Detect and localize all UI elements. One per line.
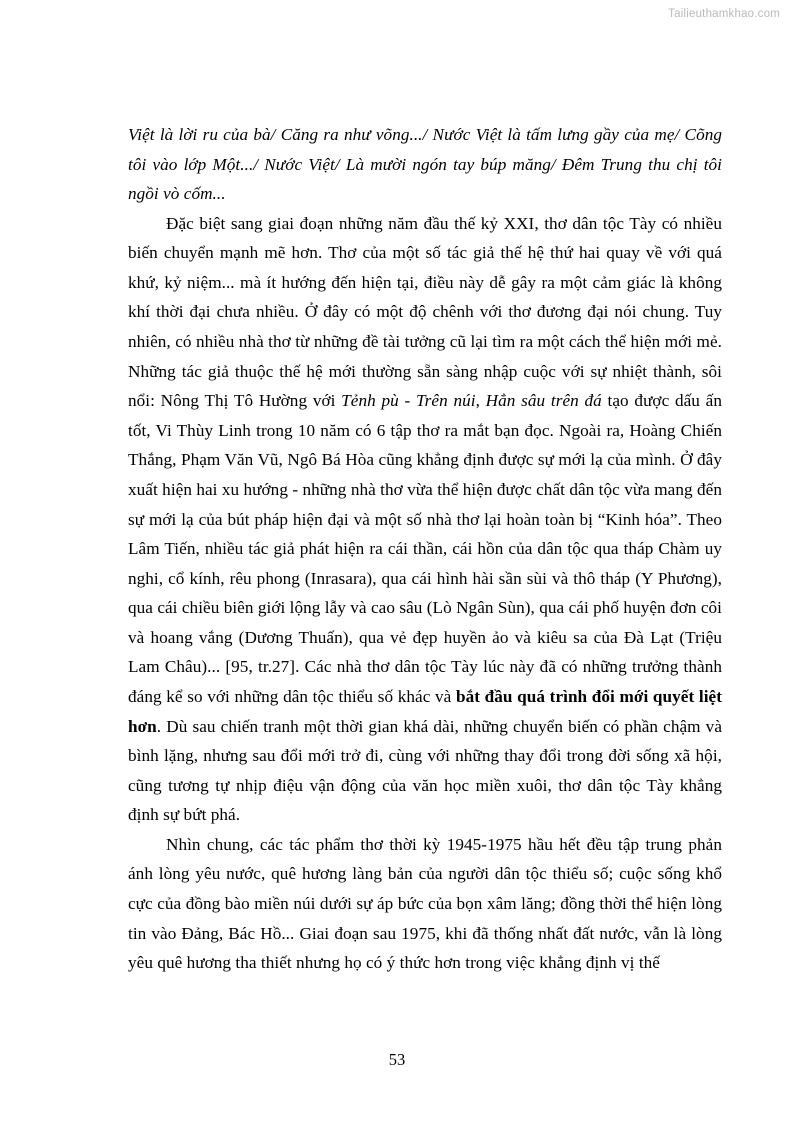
paragraph-text-segment: Đặc biệt sang giai đoạn những năm đầu thế kỷ XXI, thơ dân tộc Tày có nhiều biến chuyển mạnh mẽ hơn. Thơ của một số tác giả thế hệ thứ hai quay về với quá khứ, kỷ niệm... mà ít hướng đến hiện tại, điều này dễ gây ra một cảm giác là không khí thời đại chưa nhiều. Ở đây có một độ chênh với thơ đương đại nói chung. Tuy nhiên, có nhiều nhà thơ từ những đề tài tưởng cũ lại tìm ra một cách thể hiện mới mẻ. Những tác giả thuộc thế hệ mới thường sẵn sàng nhập cuộc với sự nhiệt thành, sôi nổi: Nông Thị Tô Hường với	[128, 213, 722, 411]
body-paragraph-2: Nhìn chung, các tác phẩm thơ thời kỳ 1945-1975 hầu hết đều tập trung phản ánh lòng yêu nước, quê hương làng bản của người dân tộc thiểu số; cuộc sống khổ cực của đồng bào miền núi dưới sự áp bức của bọn xâm lăng; đồng thời thể hiện lòng tin vào Đảng, Bác Hồ... Giai đoạn sau 1975, khi đã thống nhất đất nước, vẫn là lòng yêu quê hương tha thiết nhưng họ có ý thức hơn trong việc khẳng định vị thế	[128, 834, 722, 973]
body-paragraph-1	[128, 209, 722, 830]
paragraph-text-segment: tạo được dấu ấn tốt, Vi Thùy Linh trong 10 năm có 6 tập thơ ra mắt bạn đọc. Ngoài ra, Hoàng Chiến Thắng, Phạm Văn Vũ, Ngô Bá Hòa cũng khẳng định được sự mới lạ của mình. Ở đây xuất hiện hai xu hướng - những nhà thơ vừa thể hiện được chất dân tộc vừa mang đến sự mới lạ của bút pháp hiện đại và một số nhà thơ lại hoàn toàn bị “Kinh hóa”. Theo Lâm Tiến, nhiều tác giả phát hiện ra cái thần, cái hồn của dân tộc qua tháp Chàm uy nghi, cổ kính, rêu phong (Inrasara), qua cái hình hài sần sùi và thô tháp (Y Phương), qua cái chiều biên giới lộng lẫy và cao sâu (Lò Ngân Sùn), qua cái phố huyện đơn côi và hoang vắng (Dương Thuấn), qua vẻ đẹp huyền ảo và kiêu sa của Đà Lạt (Triệu Lam Châu)... [95, tr.27]. Các nhà thơ dân tộc Tày lúc này đã có những trưởng thành đáng kể so với những dân tộc thiểu số khác và	[128, 391, 722, 706]
page-number: 53	[388, 1050, 406, 1069]
watermark-text: Tailieuthamkhao.com	[668, 8, 780, 20]
book-title-tenh-pu: Tẻnh pù - Trên núi	[341, 391, 476, 411]
verse-paragraph: Việt là lời ru của bà/ Căng ra như võng.../ Nước Việt là tấm lưng gầy của mẹ/ Cõng tôi vào lớp Một.../ Nước Việt/ Là mười ngón tay búp măng/ Đêm Trung thu chị tôi ngồi vò cốm...	[128, 125, 722, 204]
page-body	[128, 120, 722, 978]
book-title-han-sau-tren-da: Hẳn sâu trên đá	[485, 391, 602, 411]
paragraph-text-segment: . Dù sau chiến tranh một thời gian khá dài, những chuyển biến có phần chậm và bình lặng, nhưng sau đổi mới trở đi, cùng với những thay đổi trong đời sống xã hội, cũng tương tự nhịp điệu vận động của văn học miền xuôi, thơ dân tộc Tày khẳng định sự bứt phá.	[128, 716, 722, 825]
paragraph-text-segment: ,	[475, 391, 486, 411]
emphasis-bold-phrase: bắt đầu quá trình đổi mới quyết liệt hơn	[128, 686, 722, 736]
